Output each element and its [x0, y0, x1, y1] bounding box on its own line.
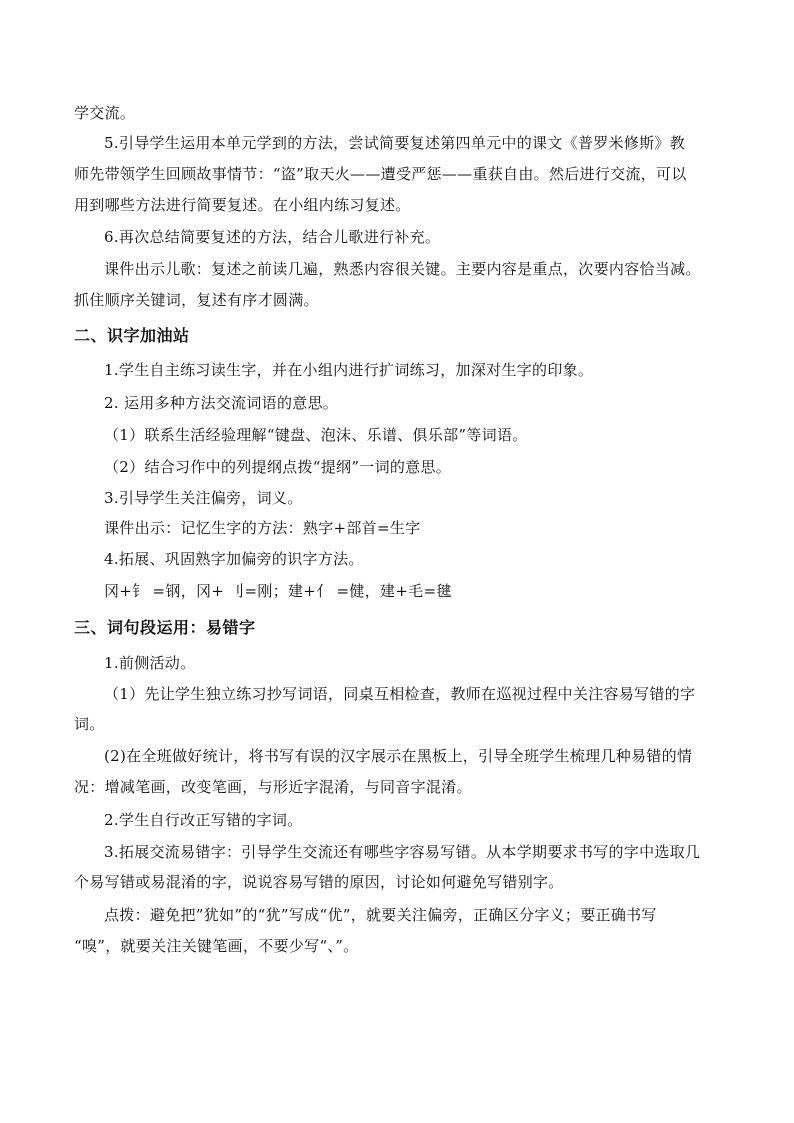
- section-heading: 三、词句段运用：易错字: [74, 618, 256, 637]
- text-line: 6.再次总结简要复述的方法，结合儿歌进行补充。: [104, 228, 441, 246]
- text-line: （1）先让学生独立练习抄写词语，同桌互相检查，教师在巡视过程中关注容易写错的字: [104, 685, 696, 703]
- text-line: 2.学生自行改正写错的字词。: [104, 811, 303, 829]
- text-line: 个易写错或易混淆的字，说说容易写错的原因，讨论如何避免写错别字。: [74, 873, 564, 891]
- text-line: 点拨：避免把”犹如”的“犹”写成“优”，就要关注偏旁，正确区分字义；要正确书写: [104, 906, 657, 924]
- text-line: 学交流。: [74, 104, 136, 122]
- text-line: 用到哪些方法进行简要复述。在小组内练习复述。: [74, 196, 411, 214]
- text-line: 冈+钅 =钢，冈+ 刂=刚；建+亻 =健，建+毛=毽: [104, 582, 452, 600]
- text-line: 课件出示儿歌：复述之前读几遍，熟悉内容很关键。主要内容是重点，次要内容恰当减。: [104, 260, 701, 278]
- text-line: （1）联系生活经验理解“键盘、泡沫、乐谱、俱乐部”等词语。: [104, 426, 528, 444]
- text-line: 课件出示：记忆生字的方法：熟字+部首=生字: [104, 519, 421, 537]
- text-line: 5.引导学生运用本单元学到的方法，尝试简要复述第四单元中的课文《普罗米修斯》教: [104, 134, 686, 152]
- section-heading: 二、识字加油站: [74, 326, 190, 345]
- text-line: (2)在全班做好统计，将书写有误的汉字展示在黑板上，引导全班学生梳理几种易错的情: [104, 747, 693, 765]
- text-line: 况：增减笔画，改变笔画，与形近字混淆，与同音字混淆。: [74, 778, 472, 796]
- text-line: 师先带领学生回顾故事情节：“盗”取天火——遭受严惩——重获自由。然后进行交流，可以: [74, 165, 687, 183]
- text-line: （2）结合习作中的列提纲点拨“提纲”一词的意思。: [104, 458, 452, 476]
- text-line: 3.拓展交流易错字：引导学生交流还有哪些字容易写错。从本学期要求书写的字中选取几: [104, 843, 701, 861]
- text-line: 1.前侧活动。: [104, 654, 196, 672]
- text-line: 1.学生自主练习读生字，并在小组内进行扩词练习，加深对生字的印象。: [104, 361, 594, 379]
- text-line: 3.引导学生关注偏旁，词义。: [104, 489, 303, 507]
- text-line: “嗅”，就要关注关键笔画，不要少写“、”。: [74, 937, 359, 955]
- text-line: 抓住顺序关键词，复述有序才圆满。: [74, 291, 319, 309]
- text-line: 词。: [74, 715, 105, 733]
- text-line: 4.拓展、巩固熟字加偏旁的识字方法。: [104, 550, 364, 568]
- text-line: 2. 运用多种方法交流词语的意思。: [104, 394, 339, 412]
